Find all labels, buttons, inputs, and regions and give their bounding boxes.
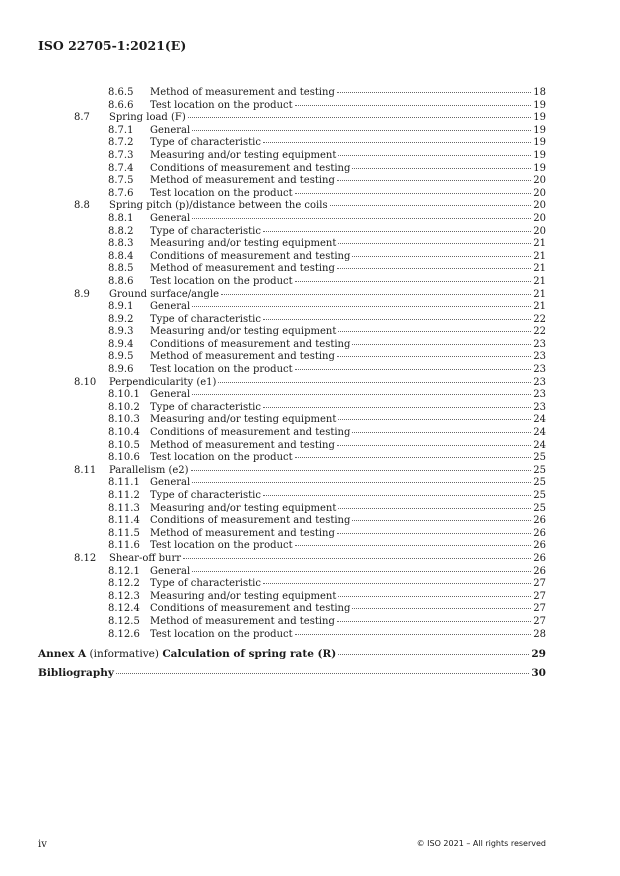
toc-entry-title: Ground surface/angle [109,288,220,300]
annex-prefix: Annex A [38,648,87,661]
toc-entry[interactable] [0,364,620,377]
toc-entry-page: 20 [533,200,546,212]
toc-entry-title: Type of characteristic [150,313,261,325]
toc-entry-page: 21 [533,238,546,250]
toc-entry-page: 20 [533,187,546,199]
toc-entry-page: 27 [533,615,546,627]
toc-entry-title: Method of measurement and testing [150,175,335,187]
toc-entry[interactable] [0,339,620,352]
toc-entry-title: Type of characteristic [150,401,261,413]
toc-entry-page: 21 [533,301,546,313]
table-of-contents [0,87,620,683]
dot-leader [263,407,531,408]
toc-entry-number: 8.11 [74,464,97,476]
toc-entry-title: Method of measurement and testing [150,527,335,539]
dot-leader [263,319,531,320]
dot-leader [295,634,532,635]
dot-leader [337,533,531,534]
toc-entry[interactable] [0,440,620,453]
toc-entry-number: 8.8.3 [108,238,134,250]
toc-entry-title: General [150,212,191,224]
toc-entry-title: Conditions of measurement and testing [150,427,351,439]
dot-leader [183,558,531,559]
dot-leader [218,382,531,383]
toc-entry-page: 28 [533,628,546,640]
toc-entry[interactable] [0,200,620,213]
toc-entry-number: 8.8.1 [108,212,134,224]
bibliography-page: 30 [531,667,546,680]
toc-entry[interactable] [0,112,620,125]
toc-entry-title: Type of characteristic [150,137,261,149]
toc-entry-page: 21 [533,288,546,300]
toc-entry-page: 23 [533,389,546,401]
toc-entry-number: 8.7.6 [108,187,134,199]
dot-leader [263,583,531,584]
toc-entry-number: 8.7.2 [108,137,134,149]
toc-entry[interactable] [0,263,620,276]
toc-entry[interactable] [0,188,620,201]
toc-entry-number: 8.10.2 [108,401,140,413]
toc-entry-page: 25 [533,490,546,501]
toc-entry-title: Measuring and/or testing equipment [150,414,337,426]
toc-entry-page: 19 [533,162,546,174]
toc-entry-number: 8.12.3 [108,590,140,602]
dot-leader [192,571,531,572]
dot-leader [295,281,532,282]
dot-leader [352,344,531,345]
toc-entry[interactable] [0,150,620,163]
toc-entry-number: 8.6.6 [108,99,134,111]
toc-entry-title: Test location on the product [150,99,293,111]
toc-entry-page: 22 [533,326,546,338]
dot-leader [337,92,531,93]
toc-entry-title: Shear-off burr [109,552,182,564]
toc-entry-title: Conditions of measurement and testing [150,603,351,615]
dot-leader [338,243,531,244]
toc-entry-page: 27 [533,590,546,602]
toc-entry-page: 21 [533,263,546,275]
toc-entry-page: 19 [533,112,546,124]
toc-entry-number: 8.9.5 [108,351,134,363]
toc-entry-title: General [150,124,191,136]
bibliography-title: Bibliography [38,667,114,680]
toc-entry[interactable] [0,629,620,642]
toc-entry-title: Test location on the product [150,452,293,464]
toc-bibliography-entry[interactable] [0,664,620,683]
dot-leader [337,621,531,622]
toc-entry-number: 8.6.5 [108,87,134,98]
toc-entry[interactable] [0,591,620,604]
toc-entry[interactable] [0,515,620,528]
toc-entry-title: Test location on the product [150,187,293,199]
toc-entry-title: Test location on the product [150,628,293,640]
toc-entry-title: Test location on the product [150,364,293,376]
toc-entry-page: 23 [533,401,546,413]
toc-entry-number: 8.10 [74,376,97,388]
toc-entry-title: Conditions of measurement and testing [150,515,351,527]
dot-leader [338,331,531,332]
toc-entry-number: 8.12.5 [108,615,140,627]
toc-entry[interactable] [0,377,620,390]
toc-entry-title: Parallelism (e2) [109,464,189,476]
toc-entry-number: 8.11.6 [108,540,140,552]
dot-leader [352,520,531,521]
toc-entry-page: 19 [533,149,546,161]
toc-entry[interactable] [0,414,620,427]
toc-entry-number: 8.10.5 [108,439,140,451]
toc-entry[interactable] [0,276,620,289]
toc-entry[interactable] [0,528,620,541]
toc-entry[interactable] [0,163,620,176]
toc-entry-title: Spring pitch (p)/distance between the coils [109,200,328,212]
toc-entry[interactable] [0,578,620,591]
dot-leader [338,596,531,597]
toc-entry[interactable] [0,314,620,327]
toc-entry-title: Measuring and/or testing equipment [150,590,337,602]
toc-entry-title: Method of measurement and testing [150,87,335,98]
toc-entry-title: Perpendicularity (e1) [109,376,217,388]
dot-leader [295,545,532,546]
dot-leader [337,356,531,357]
page-number: iv [38,839,47,850]
toc-entry-page: 19 [533,99,546,111]
toc-entry[interactable] [0,540,620,553]
toc-entry-page: 22 [533,313,546,325]
dot-leader [192,130,531,131]
toc-entry[interactable] [0,226,620,239]
toc-entry-number: 8.7.1 [108,124,134,136]
toc-entry-page: 23 [533,338,546,350]
annex-title: Calculation of spring rate (R) [162,648,337,661]
dot-leader [116,673,529,674]
toc-entry[interactable] [0,213,620,226]
toc-entry[interactable] [0,452,620,465]
dot-leader [192,482,531,483]
toc-entry[interactable] [0,301,620,314]
toc-entry-title: Test location on the product [150,275,293,287]
toc-entry-page: 26 [533,565,546,577]
toc-entry-number: 8.10.6 [108,452,140,464]
dot-leader [263,142,531,143]
toc-entry-number: 8.7.3 [108,149,134,161]
toc-entry[interactable] [0,137,620,150]
toc-entry-number: 8.12.4 [108,603,140,615]
toc-entry-number: 8.11.5 [108,527,140,539]
toc-entry-page: 27 [533,603,546,615]
dot-leader [295,105,532,106]
toc-entry-page: 26 [533,540,546,552]
dot-leader [263,495,531,496]
toc-entry[interactable] [0,490,620,503]
toc-entry-title: Measuring and/or testing equipment [150,326,337,338]
toc-entry[interactable] [0,477,620,490]
toc-entry-number: 8.10.4 [108,427,140,439]
toc-entry-page: 26 [533,527,546,539]
toc-entry-number: 8.9 [74,288,90,300]
dot-leader [338,508,531,509]
toc-entry-number: 8.8.6 [108,275,134,287]
toc-entry-title: Method of measurement and testing [150,615,335,627]
toc-entry-page: 24 [533,439,546,451]
dot-leader [192,306,531,307]
toc-entry-page: 23 [533,364,546,376]
dot-leader [352,256,531,257]
dot-leader [295,457,532,458]
toc-entry-number: 8.12.2 [108,578,140,590]
toc-entry-title: Type of characteristic [150,490,261,501]
toc-entry[interactable] [0,389,620,402]
toc-entry-number: 8.8.2 [108,225,134,237]
toc-entry-page: 20 [533,175,546,187]
toc-entry-number: 8.12.1 [108,565,140,577]
toc-entry[interactable] [0,616,620,629]
toc-entry-number: 8.10.3 [108,414,140,426]
toc-entry-title: Measuring and/or testing equipment [150,238,337,250]
toc-entry[interactable] [0,326,620,339]
toc-entry-number: 8.11.3 [108,502,140,514]
toc-entry-number: 8.12.6 [108,628,140,640]
toc-entry-page: 24 [533,427,546,439]
toc-entry-number: 8.10.1 [108,389,140,401]
toc-entry-title: Method of measurement and testing [150,263,335,275]
copyright-notice: © ISO 2021 – All rights reserved [416,839,546,848]
annex-page: 29 [531,648,546,661]
toc-entry[interactable] [0,87,620,100]
dot-leader [337,268,531,269]
toc-entry-number: 8.12 [74,552,97,564]
dot-leader [338,155,531,156]
dot-leader [221,294,531,295]
toc-entry[interactable] [0,175,620,188]
annex-note: (informative) [86,648,163,661]
toc-entry-title: General [150,301,191,313]
toc-entry-page: 20 [533,225,546,237]
toc-entry-page: 19 [533,124,546,136]
dot-leader [188,117,532,118]
dot-leader [337,445,531,446]
toc-entry-title: Spring load (F) [109,112,186,124]
toc-entry-title: Test location on the product [150,540,293,552]
toc-entry-page: 20 [533,212,546,224]
toc-entry[interactable] [0,289,620,302]
toc-entry-number: 8.11.1 [108,477,140,489]
toc-entry-number: 8.8.5 [108,263,134,275]
dot-leader [338,654,529,655]
toc-entry-page: 25 [533,452,546,464]
toc-entry-number: 8.9.3 [108,326,134,338]
toc-entry-title: Measuring and/or testing equipment [150,149,337,161]
toc-entry-page: 25 [533,477,546,489]
toc-entry-number: 8.7.5 [108,175,134,187]
toc-entry[interactable] [0,238,620,251]
toc-entry-title: Measuring and/or testing equipment [150,502,337,514]
toc-entry-page: 26 [533,515,546,527]
dot-leader [263,231,531,232]
toc-entry-title: Type of characteristic [150,225,261,237]
toc-entry-number: 8.9.6 [108,364,134,376]
toc-entry-title: Type of characteristic [150,578,261,590]
toc-entry-number: 8.9.4 [108,338,134,350]
toc-entry-title: Conditions of measurement and testing [150,250,351,262]
dot-leader [295,193,532,194]
toc-entry-number: 8.11.4 [108,515,140,527]
toc-entry[interactable] [0,402,620,415]
toc-entry[interactable] [0,427,620,440]
toc-entry-number: 8.8 [74,200,90,212]
document-header: ISO 22705-1:2021(E) [38,38,187,53]
toc-entry-title: General [150,565,191,577]
toc-entry-page: 23 [533,376,546,388]
toc-entry-number: 8.8.4 [108,250,134,262]
toc-entry[interactable] [0,603,620,616]
toc-entry-number: 8.11.2 [108,490,140,501]
toc-entry-page: 19 [533,137,546,149]
toc-entry-page: 24 [533,414,546,426]
toc-entry-page: 26 [533,552,546,564]
toc-entry[interactable] [0,503,620,516]
toc-entry-title: General [150,477,191,489]
toc-entry-number: 8.7.4 [108,162,134,174]
toc-entry-title: Method of measurement and testing [150,351,335,363]
dot-leader [352,608,531,609]
dot-leader [192,218,531,219]
toc-entry[interactable] [0,125,620,138]
dot-leader [192,394,531,395]
toc-entry-page: 21 [533,250,546,262]
toc-entry-number: 8.7 [74,112,90,124]
toc-entry-title: Method of measurement and testing [150,439,335,451]
toc-entry-page: 23 [533,351,546,363]
toc-entry-title: General [150,389,191,401]
toc-entry-page: 25 [533,464,546,476]
toc-entry[interactable] [0,351,620,364]
dot-leader [338,419,531,420]
toc-entry-number: 8.9.1 [108,301,134,313]
toc-annex-entry[interactable] [0,645,620,664]
toc-entry-title: Conditions of measurement and testing [150,162,351,174]
toc-entry-page: 27 [533,578,546,590]
dot-leader [295,369,532,370]
toc-entry[interactable] [0,251,620,264]
toc-entry-page: 25 [533,502,546,514]
toc-entry-page: 21 [533,275,546,287]
dot-leader [330,205,532,206]
dot-leader [337,180,531,181]
toc-entry[interactable] [0,553,620,566]
toc-entry-number: 8.9.2 [108,313,134,325]
toc-entry[interactable] [0,566,620,579]
toc-entry[interactable] [0,465,620,478]
toc-entry-page: 18 [533,87,546,98]
dot-leader [191,470,532,471]
toc-entry-title: Conditions of measurement and testing [150,338,351,350]
dot-leader [352,432,531,433]
dot-leader [352,168,531,169]
toc-entry[interactable] [0,100,620,113]
